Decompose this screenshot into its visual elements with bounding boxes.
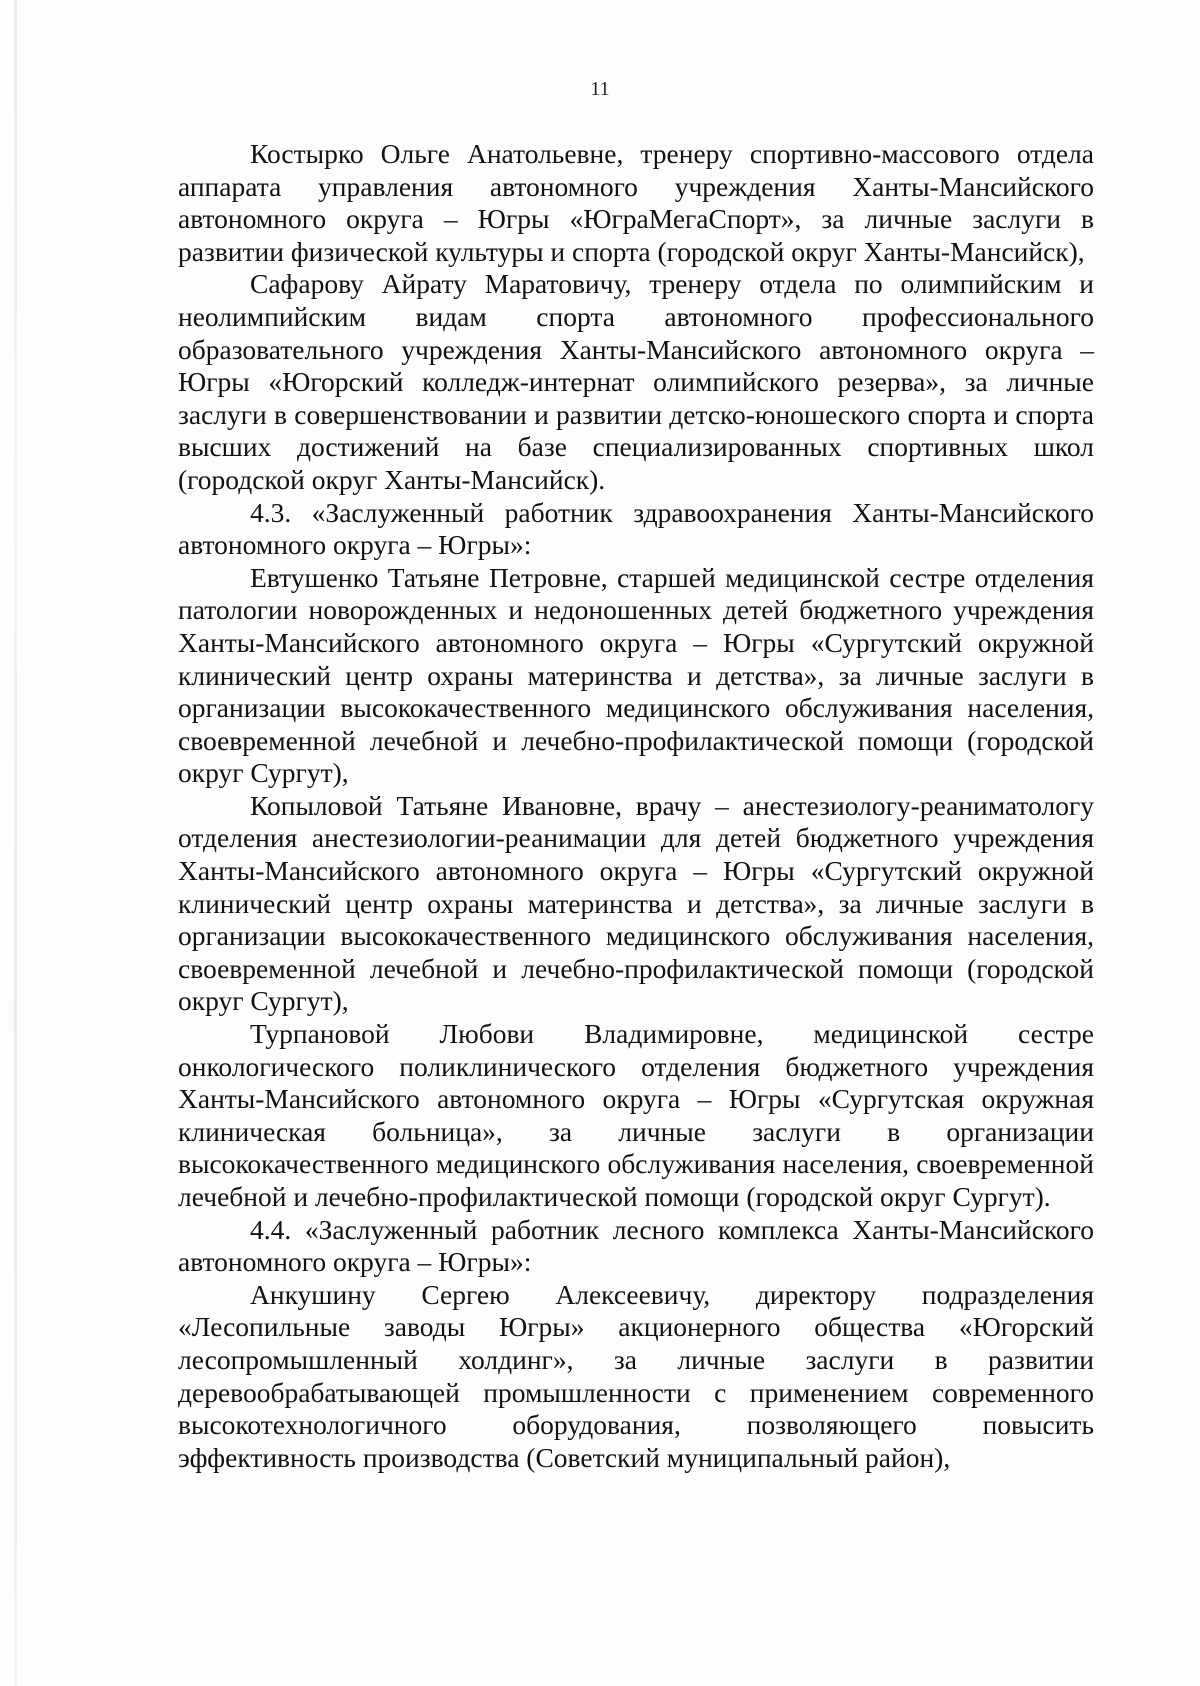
paragraph-evtushenko: Евтушенко Татьяне Петровне, старшей медицинской сестре отделения патологии новорожденных и недоношенных детей бюджетного учреждения Ханты-Мансийского автономного округа – Югры «Сургутский окружной клинический центр охраны материнства и детства», за личные заслуги в организации высококачественного медицинского обслуживания населения, своевременной лечебной и лечебно-профилактической помощи (городской округ Сургут), [178, 561, 1094, 789]
paragraph-kopylova: Копыловой Татьяне Ивановне, врачу – анестезиологу-реаниматологу отделения анестезиологии-реанимации для детей бюджетного учреждения Ханты-Мансийского автономного округа – Югры «Сургутский окружной клинический центр охраны материнства и детства», за личные заслуги в организации высококачественного медицинского обслуживания населения, своевременной лечебной и лечебно-профилактической помощи (городской округ Сургут), [178, 789, 1094, 1017]
paragraph-ankushin: Анкушину Сергею Алексеевичу, директору подразделения «Лесопильные заводы Югры» акционерного общества «Югорский лесопромышленный холдинг», за личные заслуги в развитии деревообрабатывающей промышленности с применением современного высокотехнологичного оборудования, позволяющего повысить эффективность производства (Советский муниципальный район), [178, 1278, 1094, 1473]
document-body [178, 138, 1094, 1474]
section-heading-4-3: 4.3. «Заслуженный работник здравоохранения Ханты-Мансийского автономного округа – Югры»: [178, 496, 1094, 561]
paragraph-turpanova: Турпановой Любови Владимировне, медицинской сестре онкологического поликлинического отделения бюджетного учреждения Ханты-Мансийского автономного округа – Югры «Сургутская окружная клиническая больница», за личные заслуги в организации высококачественного медицинского обслуживания населения, своевременной лечебной и лечебно-профилактической помощи (городской округ Сургут). [178, 1018, 1094, 1212]
paragraph-safarov: Сафарову Айрату Маратовичу, тренеру отдела по олимпийским и неолимпийским видам спорта автономного профессионального образовательного учреждения Ханты-Мансийского автономного округа – Югры «Югорский колледж-интернат олимпийского резерва», за личные заслуги в совершенствовании и развитии детско-юношеского спорта и спорта высших достижений на базе специализированных спортивных школ (городской округ Ханты-Мансийск). [178, 268, 1094, 495]
page-number: 11 [590, 78, 610, 100]
paragraph-kostyrko: Костырко Ольге Анатольевне, тренеру спортивно-массового отдела аппарата управления автономного учреждения Ханты-Мансийского автономного округа – Югры «ЮграМегаСпорт», за личные заслуги в развитии физической культуры и спорта (городской округ Ханты-Мансийск), [178, 138, 1094, 267]
section-heading-4-4: 4.4. «Заслуженный работник лесного комплекса Ханты-Мансийского автономного округа – Югры»: [178, 1213, 1094, 1278]
scan-edge-artifact [14, 0, 17, 1686]
